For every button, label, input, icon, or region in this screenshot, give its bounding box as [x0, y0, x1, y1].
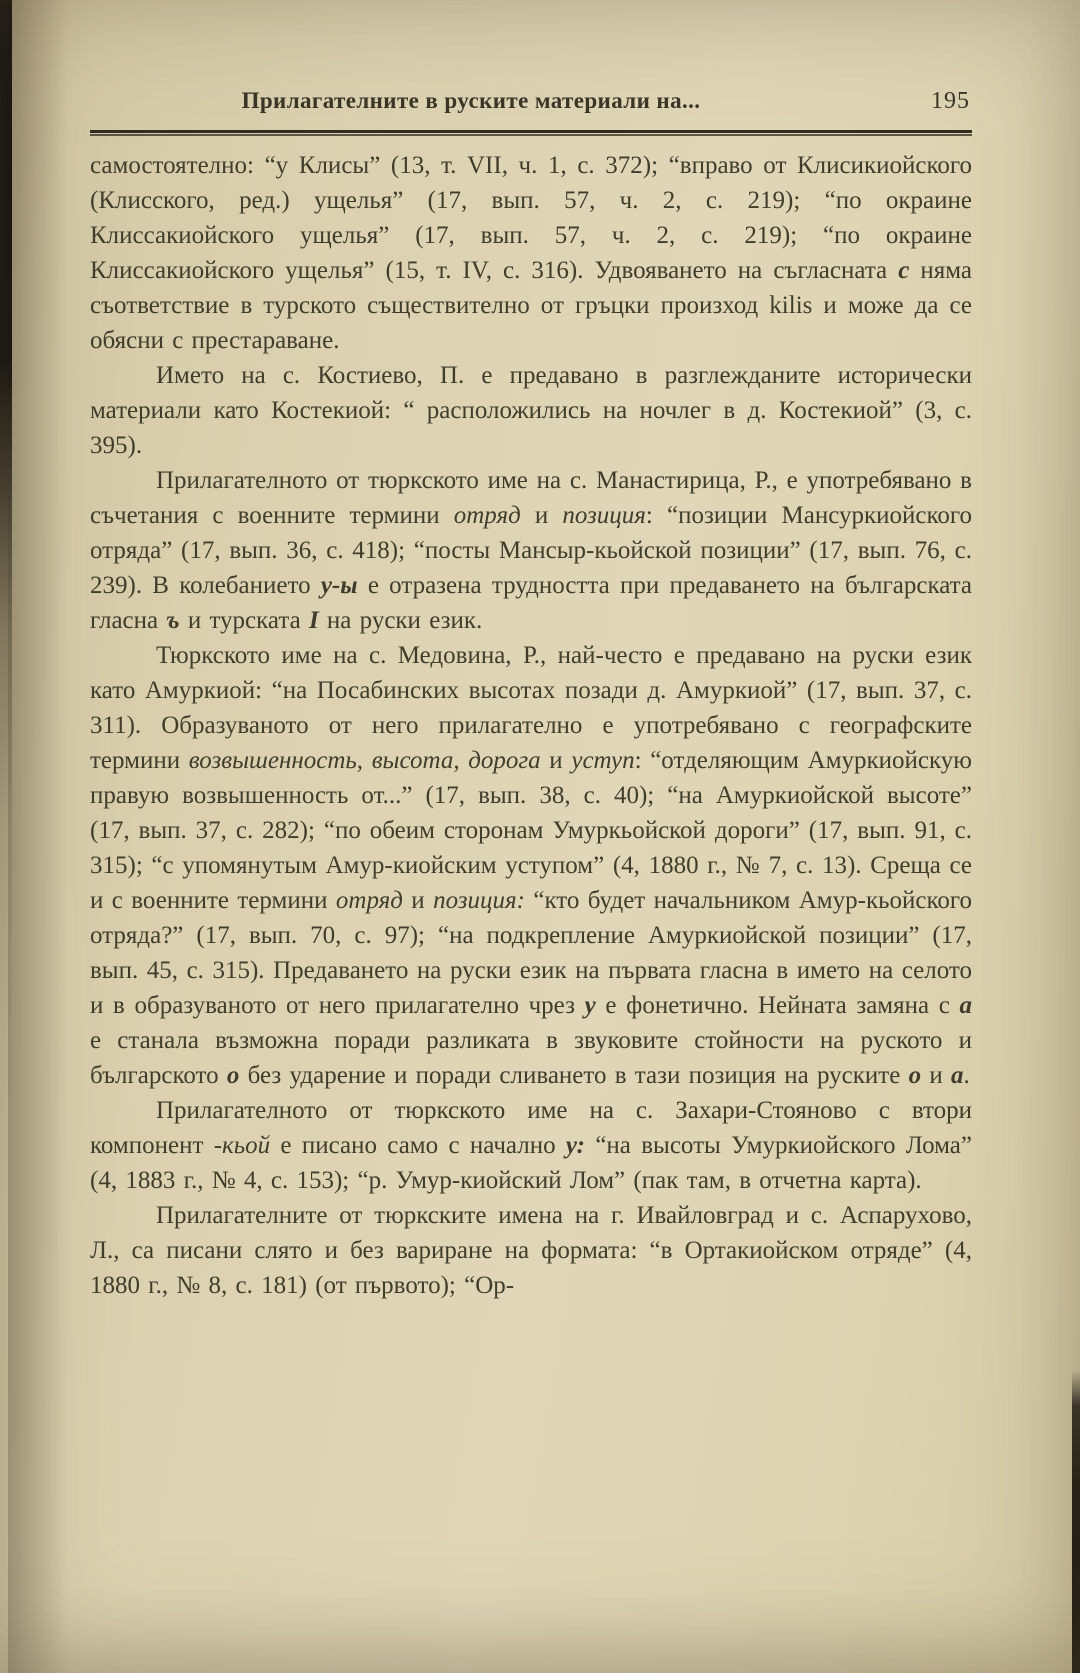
text-segment: у-ы	[320, 572, 358, 599]
text-segment: няма съответствие в турското съществително от гръцки произход kilis и може да се обясни с престараване.	[90, 257, 973, 354]
text-segment: “кто будет начальником Амур-кьойского отряда?” (17, вып. 70, с. 97); “на подкрепление Амуркиойской позиции” (17, вып. 45, с. 315). Предаването на руски език на първата гласна в името на селото и в образуваното от него прилагателно чрез	[90, 887, 972, 1019]
text-segment: уступ	[571, 747, 635, 774]
text-segment: : “позиции Мансуркиойского отряда” (17, вып. 36, с. 418); “посты Мансыр-кьойской позиции” (17, вып. 76, с. 239). В колебанието	[90, 502, 972, 599]
text-segment: отряд	[335, 887, 403, 914]
paragraph	[90, 638, 972, 1093]
paragraph	[90, 148, 972, 358]
text-segment: Тюркското име на с. Медовина, Р., най-често е предавано на руски език като Амуркиой: “на Посабинских высотах позади д. Амуркиой” (17, вып. 37, с. 311). Образуваното от него прилагателно е употребявано с географските термини	[90, 642, 972, 774]
text-segment: Прилагателното от тюркското име на с. Манастирица, Р., е употребявано в съчетания с военните термини	[90, 467, 972, 529]
text-segment: и	[520, 502, 563, 529]
text-segment: е писано само с начално	[270, 1132, 566, 1159]
text-body	[90, 148, 972, 1303]
paragraph	[90, 1093, 972, 1198]
scan-edge-left	[0, 0, 12, 1500]
binding-shadow	[8, 0, 68, 1673]
text-segment: .	[963, 1062, 970, 1089]
text-segment: : “отделяющим Амуркиойскую правую возвышенность от...” (17, вып. 38, с. 40); “на Амуркиойской высоте” (17, вып. 37, с. 282); “по обеим сторонам Умуркьойской дороги” (17, вып. 91, с. 315); “с упомянутым Амур-киойским уступом” (4, 1880 г., № 7, с. 13). Среща се и с военните термини	[90, 747, 972, 914]
text-segment: на руски език.	[318, 607, 483, 634]
text-segment: “на высоты Умуркиойского Лома” (4, 1883 г., № 4, с. 153); “р. Умур-киойский Лом” (пак там, в отчетна карта).	[90, 1132, 972, 1194]
text-segment: и	[921, 1062, 951, 1089]
text-segment: возвышенность, высота, дорога	[188, 747, 541, 774]
text-segment: и турската	[179, 607, 309, 634]
text-segment: Прилагателното от тюркското име на с. Захари-Стояново с втори компонент	[90, 1097, 972, 1159]
text-segment: о	[908, 1062, 922, 1089]
text-segment: отряд	[453, 502, 521, 529]
text-segment: е станала възможна поради разликата в звуковите стойности на руското и българското	[90, 1027, 972, 1089]
text-segment: е отразена трудността при предаването на българската гласна	[90, 572, 972, 634]
text-segment: а	[959, 992, 972, 1019]
text-segment: с	[898, 257, 910, 284]
text-segment: Прилагателните от тюркските имена на г. Ивайловград и с. Аспарухово, Л., са писани слято и без вариране на формата: “в Ортакиойском отряде” (4, 1880 г., № 8, с. 181) (от първото); “Ор-	[90, 1202, 972, 1299]
scan-edge-right	[1072, 1370, 1080, 1673]
text-segment: I	[308, 607, 319, 634]
text-segment: о	[226, 1062, 240, 1089]
page-number: 195	[931, 88, 970, 114]
text-segment: и	[402, 887, 434, 914]
text-segment: Името на с. Костиево, П. е предавано в разглежданите исторически материали като Костекиой: “ расположились на ночлег в д. Костекиой” (3, с. 395).	[90, 362, 972, 459]
text-segment: позиция:	[433, 887, 525, 914]
header-rule	[90, 130, 972, 136]
text-segment: ъ	[166, 607, 180, 634]
paragraph	[90, 463, 972, 638]
running-title: Прилагателните в руските материали на...	[241, 88, 701, 113]
text-segment: самостоятелно: “у Клисы” (13, т. VII, ч. 1, с. 372); “вправо от Клисикиойского (Клисского, ред.) ущелья” (17, вып. 57, ч. 2, с. 219); “по окраине Клиссакиойского ущелья” (17, вып. 57, ч. 2, с. 219); “по окраине Клиссакиойского ущелья” (15, т. IV, с. 316). Удвояването на съгласната	[90, 152, 972, 284]
page-header	[90, 88, 972, 124]
paragraph	[90, 1198, 972, 1303]
text-segment: без ударение и поради сливането в тази позиция на руските	[239, 1062, 909, 1089]
text-segment: у	[584, 992, 596, 1019]
text-segment: позиция	[562, 502, 646, 529]
text-segment: а	[950, 1062, 964, 1089]
text-segment: у:	[565, 1132, 585, 1159]
text-segment: и	[540, 747, 572, 774]
text-segment: -кьой	[213, 1132, 271, 1159]
paragraph	[90, 358, 972, 463]
text-segment: е фонетично. Нейната замяна с	[595, 992, 960, 1019]
page-content	[90, 88, 972, 1303]
